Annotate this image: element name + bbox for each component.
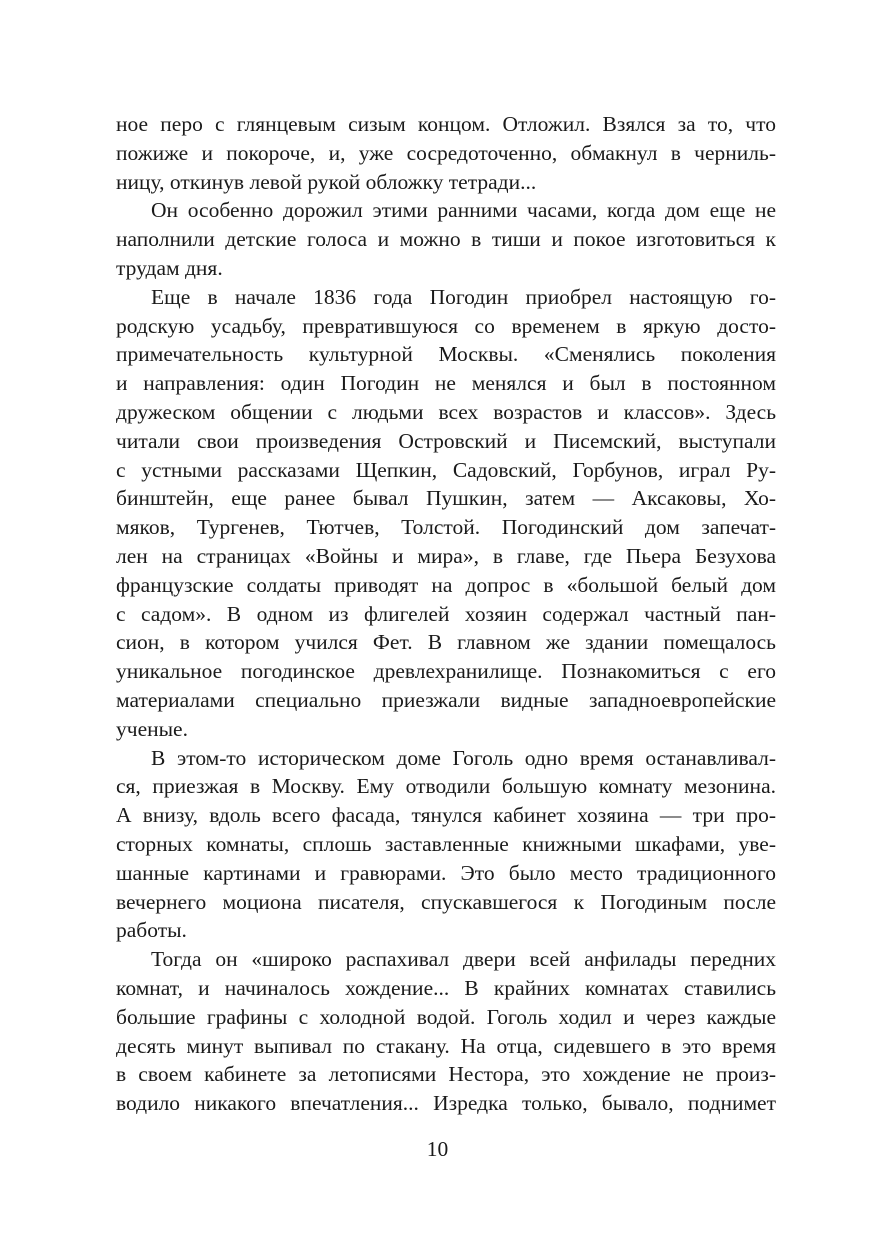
paragraph bbox=[116, 283, 776, 744]
text-line: примечательность культурной Москвы. «Сменялись поколения bbox=[116, 342, 776, 367]
text-line: в своем кабинете за летописями Нестора, это хождение не произ- bbox=[116, 1062, 776, 1087]
text-line: сион, в котором учился Фет. В главном же здании помещалось bbox=[116, 630, 776, 655]
paragraph bbox=[116, 110, 776, 196]
text-line: трудам дня. bbox=[116, 255, 223, 280]
text-line: Тогда он «широко распахивал двери всей анфилады передних bbox=[151, 947, 776, 972]
text-line: французские солдаты приводят на допрос в «большой белый дом bbox=[116, 572, 776, 597]
text-line: А внизу, вдоль всего фасада, тянулся кабинет хозяина — три про- bbox=[116, 803, 776, 828]
paragraph bbox=[116, 945, 776, 1118]
text-line: ницу, откинув левой рукой обложку тетради... bbox=[116, 169, 537, 194]
text-line: Еще в начале 1836 года Погодин приобрел настоящую го- bbox=[151, 284, 776, 309]
paragraph bbox=[116, 744, 776, 946]
text-line: родскую усадьбу, превратившуюся со временем в яркую досто- bbox=[116, 313, 776, 338]
text-line: комнат, и начиналось хождение... В крайних комнатах ставились bbox=[116, 975, 776, 1000]
text-line: уникальное погодинское древлехранилище. Познакомиться с его bbox=[116, 659, 776, 684]
text-line: дружеском общении с людьми всех возрастов и классов». Здесь bbox=[116, 399, 776, 424]
text-line: лен на страницах «Войны и мира», в главе, где Пьера Безухова bbox=[116, 543, 776, 568]
text-line: ся, приезжая в Москву. Ему отводили большую комнату мезонина. bbox=[116, 774, 776, 799]
text-line: ное перо с глянцевым сизым концом. Отложил. Взялся за то, что bbox=[116, 112, 776, 136]
text-line: В этом-то историческом доме Гоголь одно время останавливал- bbox=[151, 745, 776, 770]
text-line: шанные картинами и гравюрами. Это было место традиционного bbox=[116, 860, 776, 885]
paragraph bbox=[116, 196, 776, 282]
body-text bbox=[116, 110, 776, 1118]
text-line: работы. bbox=[116, 918, 187, 943]
text-line: десять минут выпивал по стакану. На отца, сидевшего в это время bbox=[116, 1033, 776, 1058]
text-line: с устными рассказами Щепкин, Садовский, Горбунов, играл Ру- bbox=[116, 457, 776, 482]
text-line: мяков, Тургенев, Тютчев, Толстой. Погодинский дом запечат- bbox=[116, 515, 776, 540]
text-line: ученые. bbox=[116, 716, 188, 741]
text-line: сторных комнаты, сплошь заставленные книжными шкафами, уве- bbox=[116, 831, 776, 856]
text-line: Он особенно дорожил этими ранними часами, когда дом еще не bbox=[151, 198, 776, 223]
text-line: водило никакого впечатления... Изредка только, бывало, поднимет bbox=[116, 1091, 776, 1116]
text-line: и направления: один Погодин не менялся и был в постоянном bbox=[116, 371, 776, 396]
page-number: 10 bbox=[426, 1137, 449, 1161]
text-line: большие графины с холодной водой. Гоголь ходил и через каждые bbox=[116, 1004, 776, 1029]
text-line: читали свои произведения Островский и Писемский, выступали bbox=[116, 428, 776, 453]
text-line: пожиже и покороче, и, уже сосредоточенно, обмакнул в черниль- bbox=[116, 140, 776, 165]
text-line: наполнили детские голоса и можно в тиши и покое изготовиться к bbox=[116, 227, 776, 252]
text-line: бинштейн, еще ранее бывал Пушкин, затем — Аксаковы, Хо- bbox=[116, 486, 776, 511]
text-line: с садом». В одном из флигелей хозяин содержал частный пан- bbox=[116, 601, 776, 626]
text-line: материалами специально приезжали видные западноевропейские bbox=[116, 687, 776, 712]
text-line: вечернего моциона писателя, спускавшегося к Погодиным после bbox=[116, 889, 776, 914]
